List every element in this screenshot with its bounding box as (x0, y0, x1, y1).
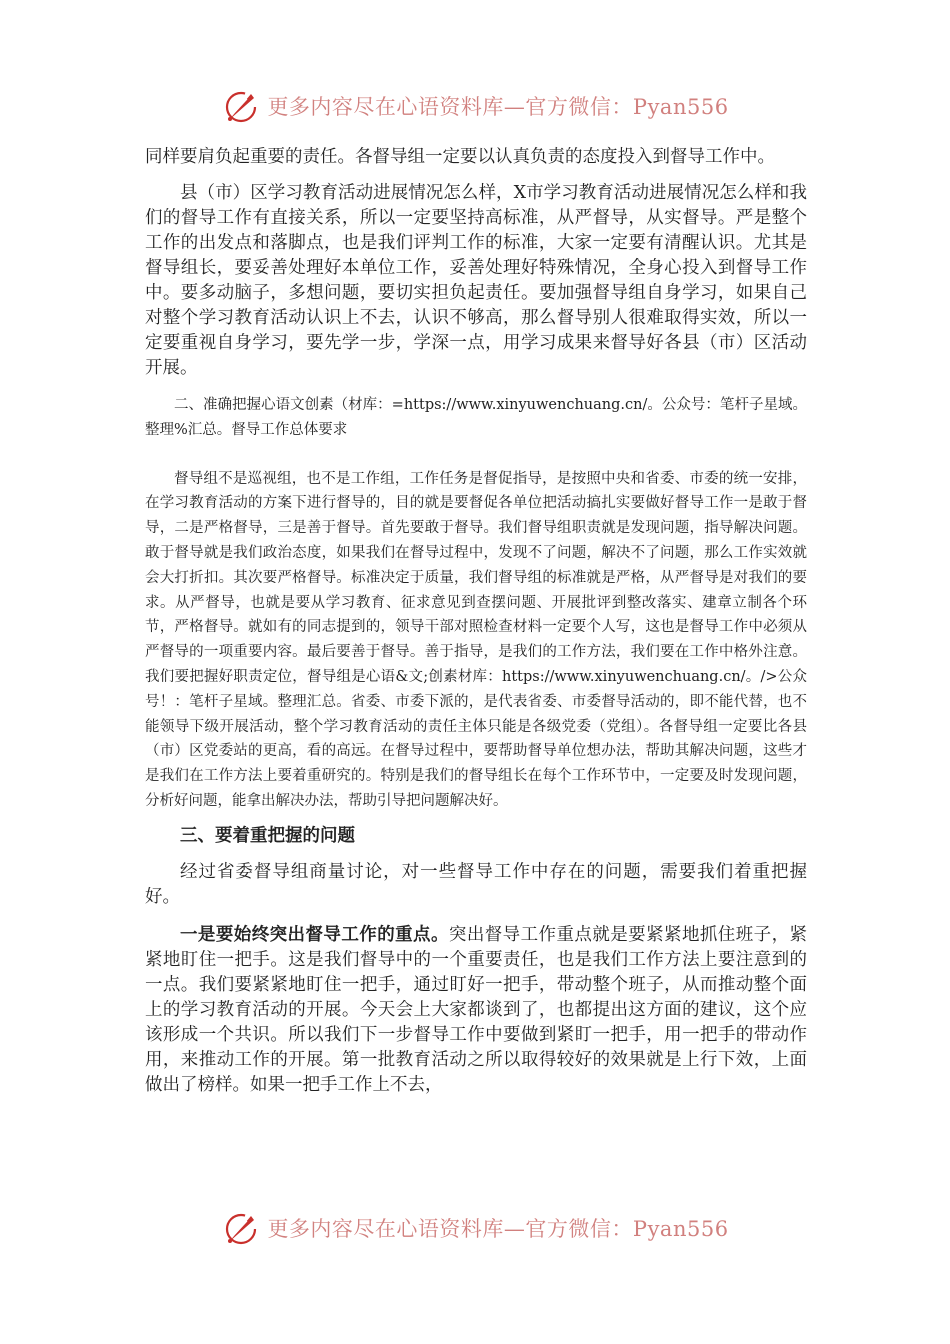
paragraph-focus-point (145, 923, 807, 1098)
paragraph-supervision-requirements: 督导组不是巡视组，也不是工作组，工作任务是督促指导，是按照中央和省委、市委的统一安排，在学习教育活动的方案下进行督导的，目的就是要督促各单位把活动搞扎实要做好督导工作一是敢于督导，二是严格督导，三是善于督导。首先要敢于督导。我们督导组职责就是发现问题，指导解决问题。敢于督导就是我们政治态度，如果我们在督导过程中，发现不了问题，解决不了问题，那么工作实效就会大打折扣。其次要严格督导。标准决定于质量，我们督导组的标准就是严格，从严督导是对我们的要求。从严督导，也就是要从学习教育、征求意见到查摆问题、开展批评到整改落实、建章立制各个环节，严格督导。就如有的同志提到的，领导干部对照检查材料一定要个人写，这也是督导工作中必须从严督导的一项重要内容。最后要善于督导。善于指导，是我们的工作方法，我们要在工作中格外注意。我们要把握好职责定位，督导组是心语&文;创素材库：https://www.xinyuwenchuang.cn/。/>公众号！：笔杆子星域。整理汇总。省委、市委下派的，是代表省委、市委督导活动的，即不能代替，也不能领导下级开展活动，整个学习教育活动的责任主体只能是各级党委（党组）。各督导组一定要比各县（市）区党委站的更高，看的高远。在督导过程中，要帮助督导单位想办法，帮助其解决问题，这些才是我们在工作方法上要着重研究的。特别是我们的督导组长在每个工作环节中，一定要及时发现问题，分析好问题，能拿出解决办法，帮助引导把问题解决好。 (145, 470, 807, 809)
banner-text: 更多内容尽在心语资料库—官方微信：Pyan556 (267, 1217, 729, 1241)
section-heading-three: 三、要着重把握的问题 (180, 825, 355, 846)
quill-logo-icon (221, 86, 261, 126)
banner-text: 更多内容尽在心语资料库—官方微信：Pyan556 (267, 95, 729, 119)
paragraph-continuation: 同样要肩负起重要的责任。各督导组一定要以认真负责的态度投入到督导工作中。 (145, 147, 775, 167)
paragraph-lead-bold: 一是要始终突出督导工作的重点。 (180, 924, 449, 945)
header-watermark-banner (0, 86, 950, 126)
paragraph-lead-rest: 突出督导工作重点就是要紧紧地抓住班子，紧紧地盯住一把手。这是我们督导中的一个重要责任，也是我们工作方法上要注意到的一点。我们要紧紧地盯住一把手，通过盯好一把手，带动整个班子，从而推动整个面上的学习教育活动的开展。今天会上大家都谈到了，也都提出这方面的建议，这个应该形成一个共识。所以我们下一步督导工作中要做到紧盯一把手，用一把手的带动作用，来推动工作的开展。第一批教育活动之所以取得较好的效果就是上行下效，上面做出了榜样。如果一把手工作上不去， (145, 924, 808, 1095)
document-body (145, 145, 807, 1098)
paragraph-progress: 县（市）区学习教育活动进展情况怎么样，X市学习教育活动进展情况怎么样和我们的督导工作有直接关系，所以一定要坚持高标准，从严督导，从实督导。严是整个工作的出发点和落脚点，也是我们评判工作的标准，大家一定要有清醒认识。尤其是督导组长，要妥善处理好本单位工作，妥善处理好特殊情况，全身心投入到督导工作中。要多动脑子，多想问题，要切实担负起责任。要加强督导组自身学习，如果自己对整个学习教育活动认识上不去，认识不够高，那么督导别人很难取得实效，所以一定要重视自身学习，要先学一步，学深一点，用学习成果来督导好各县（市）区活动开展。 (145, 183, 807, 378)
footer-watermark-banner (0, 1208, 950, 1248)
paragraph-discussion: 经过省委督导组商量讨论，对一些督导工作中存在的问题，需要我们着重把握好。 (145, 861, 807, 907)
section-heading-two: 二、准确把握心语文创素（材库：=https://www.xinyuwenchuang.cn/。公众号：笔杆子星域。整理%汇总。督导工作总体要求 (145, 397, 807, 438)
quill-logo-icon (221, 1208, 261, 1248)
